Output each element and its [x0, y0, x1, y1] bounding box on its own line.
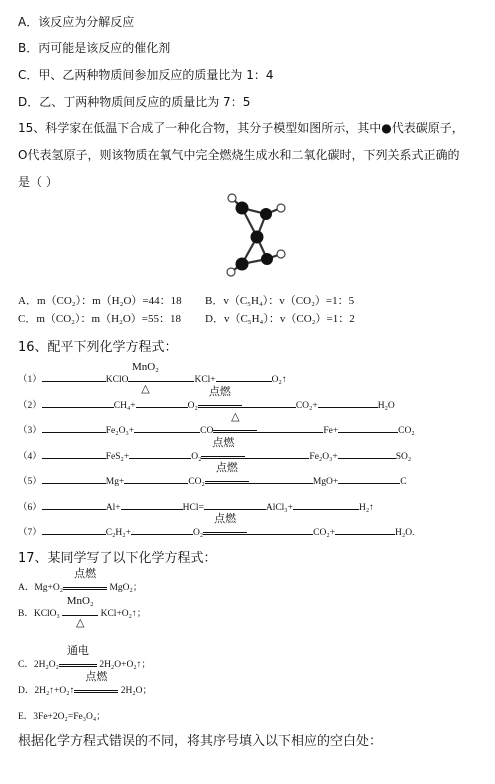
eq-reactant: O₂ — [192, 528, 204, 538]
answer-blank[interactable] — [136, 396, 188, 408]
eq-number: （1） — [18, 375, 42, 385]
eq-lhs: B．KClO₃ — [18, 609, 60, 619]
answer-blank[interactable] — [338, 421, 398, 433]
eq-rhs: 2H₂O； — [120, 686, 152, 696]
answer-blank[interactable] — [318, 396, 378, 408]
eq-product: MgO+ — [312, 477, 339, 487]
answer-blank[interactable] — [134, 421, 200, 433]
heat-symbol: △ — [141, 383, 150, 395]
answer-blank[interactable] — [247, 523, 313, 535]
carbon-atom — [251, 231, 264, 244]
reaction-condition — [128, 361, 162, 395]
carbon-atom — [236, 202, 249, 215]
answer-blank[interactable] — [204, 498, 266, 510]
answer-blank[interactable] — [245, 447, 309, 459]
hydrogen-atom — [228, 194, 236, 202]
ignite-label: 点燃 — [212, 437, 235, 449]
heat-symbol: △ — [231, 411, 240, 423]
hydrogen-atom — [227, 268, 235, 276]
answer-blank[interactable] — [124, 472, 188, 484]
answer-blank[interactable] — [42, 370, 106, 382]
eq-reactant: Mg+ — [105, 477, 125, 487]
eq-reactant: CO — [200, 426, 214, 436]
answer-blank[interactable] — [249, 472, 313, 484]
reaction-condition — [198, 386, 242, 408]
electrolysis-label: 通电 — [66, 645, 89, 657]
answer-blank[interactable] — [42, 523, 106, 535]
eq-number: （7） — [18, 528, 42, 538]
answer-blank[interactable] — [129, 447, 191, 459]
eq-product: CO₂+ — [295, 401, 318, 411]
q17-instruction: 根据化学方程式错误的不同，将其序号填入以下相应的空白处： — [18, 734, 383, 749]
answer-blank[interactable] — [338, 472, 400, 484]
q17-option-d — [18, 671, 152, 699]
eq-number: （3） — [18, 426, 42, 436]
eq-product: CO₂+ — [313, 528, 336, 538]
eq-product: Fe+ — [323, 426, 339, 436]
catalyst-label: MnO₂ — [66, 595, 94, 607]
eq-product: H₂O — [377, 401, 395, 411]
eq-product: CO₂ — [398, 426, 415, 436]
q14-option-d: D．乙、丁两种物质间反应的质量比为 7：5 — [18, 95, 251, 109]
answer-blank[interactable] — [257, 421, 323, 433]
reaction-condition — [203, 513, 247, 535]
answer-blank[interactable] — [338, 447, 396, 459]
reaction-condition — [201, 437, 245, 459]
molecule-model-figure — [222, 190, 292, 278]
eq-number: （6） — [18, 503, 42, 513]
answer-blank[interactable] — [293, 498, 359, 510]
eq-reactant: Al+ — [105, 503, 121, 513]
ignite-label: 点燃 — [215, 462, 238, 474]
hydrogen-atom — [277, 250, 285, 258]
reaction-condition — [59, 645, 97, 667]
q17-option-b — [18, 595, 147, 629]
q16-equation-6 — [18, 498, 374, 516]
eq-reactant: O₂ — [187, 401, 198, 411]
reaction-condition — [213, 411, 257, 433]
q15-option-d: D．v（C₅H₄）：v（CO₂）=1：2 — [205, 313, 355, 325]
q14-option-b: B．丙可能是该反应的催化剂 — [18, 41, 171, 55]
answer-blank[interactable] — [42, 472, 106, 484]
eq-reactant: CO₂ — [188, 477, 205, 487]
eq-reactant: FeS₂+ — [105, 452, 130, 462]
q15-line1: 15、科学家在低温下合成了一种化合物，其分子模型如图所示，其中●代表碳原子， — [18, 121, 464, 135]
carbon-atom — [260, 208, 272, 220]
eq-lhs: A．Mg+O₂ — [18, 583, 64, 593]
ignite-label: 点燃 — [74, 568, 97, 580]
q15-option-b: B．v（C₅H₄）：v（CO₂）=1：5 — [205, 295, 355, 307]
ignite-label: 点燃 — [214, 513, 237, 525]
reaction-condition — [205, 462, 249, 484]
q14-option-a: A．该反应为分解反应 — [18, 15, 135, 29]
answer-blank[interactable] — [216, 370, 272, 382]
carbon-atom — [236, 258, 249, 271]
answer-blank[interactable] — [42, 447, 106, 459]
eq-reactant: KClO — [105, 375, 129, 385]
eq-reactant: HCl= — [182, 503, 204, 513]
ignite-label: 点燃 — [208, 386, 231, 398]
eq-number: （5） — [18, 477, 42, 487]
reaction-condition — [63, 568, 107, 590]
answer-blank[interactable] — [131, 523, 193, 535]
eq-lhs: D．2H₂↑+O₂↑ — [18, 686, 75, 696]
eq-rhs: KCl+O₂↑； — [100, 609, 147, 619]
eq-product: SO₂ — [395, 452, 412, 462]
eq-rhs: MgO₂； — [109, 583, 143, 593]
q16-equation-2 — [18, 386, 395, 414]
q17-title: 17、某同学写了以下化学方程式： — [18, 551, 217, 566]
q17-option-a — [18, 568, 143, 596]
q16-equation-7 — [18, 513, 415, 541]
eq-reactant: Fe₂O₃+ — [105, 426, 135, 436]
hydrogen-atom — [277, 204, 285, 212]
eq-number: （2） — [18, 401, 42, 411]
answer-blank[interactable] — [335, 523, 395, 535]
q15-line2: O代表氢原子，则该物质在氧气中完全燃烧生成水和二氧化碳时，下列关系式正确的 — [18, 148, 460, 162]
answer-blank[interactable] — [162, 370, 194, 382]
answer-blank[interactable] — [42, 421, 106, 433]
eq-product: O₂↑ — [271, 375, 287, 385]
answer-blank[interactable] — [121, 498, 183, 510]
q15-option-c: C．m（CO₂）：m（H₂O）=55：18 — [18, 313, 181, 325]
answer-blank[interactable] — [42, 498, 106, 510]
eq-reactant: O₂ — [191, 452, 202, 462]
ignite-label: 点燃 — [85, 671, 108, 683]
eq-reactant: CH₄+ — [113, 401, 136, 411]
q17-option-e: E．3Fe+2O₂=Fe₃O₄； — [18, 712, 106, 722]
reaction-condition — [62, 595, 98, 629]
heat-symbol: △ — [76, 617, 85, 629]
eq-product: H₂O. — [395, 528, 415, 538]
eq-rhs: 2H₂O+O₂↑； — [99, 660, 151, 670]
reaction-condition — [74, 671, 118, 693]
q14-option-c: C．甲、乙两种物质间参加反应的质量比为 1：4 — [18, 68, 274, 82]
eq-product: AlCl₃+ — [265, 503, 293, 513]
catalyst-label: MnO₂ — [131, 361, 159, 373]
q15-line3: 是（ ） — [18, 175, 58, 189]
eq-product: Fe₂O₃+ — [309, 452, 338, 462]
eq-product: KCl+ — [194, 375, 216, 385]
eq-reactant: C₂H₂+ — [105, 528, 131, 538]
q16-equation-5 — [18, 462, 407, 490]
answer-blank[interactable] — [42, 396, 114, 408]
answer-blank[interactable] — [242, 396, 296, 408]
q16-title: 16、配平下列化学方程式： — [18, 340, 178, 355]
eq-lhs: C．2H₂O₂ — [18, 660, 59, 670]
carbon-atom — [261, 253, 273, 265]
eq-product: H₂↑ — [358, 503, 374, 513]
q15-option-a: A．m（CO₂）：m（H₂O）=44：18 — [18, 295, 182, 307]
eq-product: C — [400, 477, 407, 487]
eq-number: （4） — [18, 452, 42, 462]
